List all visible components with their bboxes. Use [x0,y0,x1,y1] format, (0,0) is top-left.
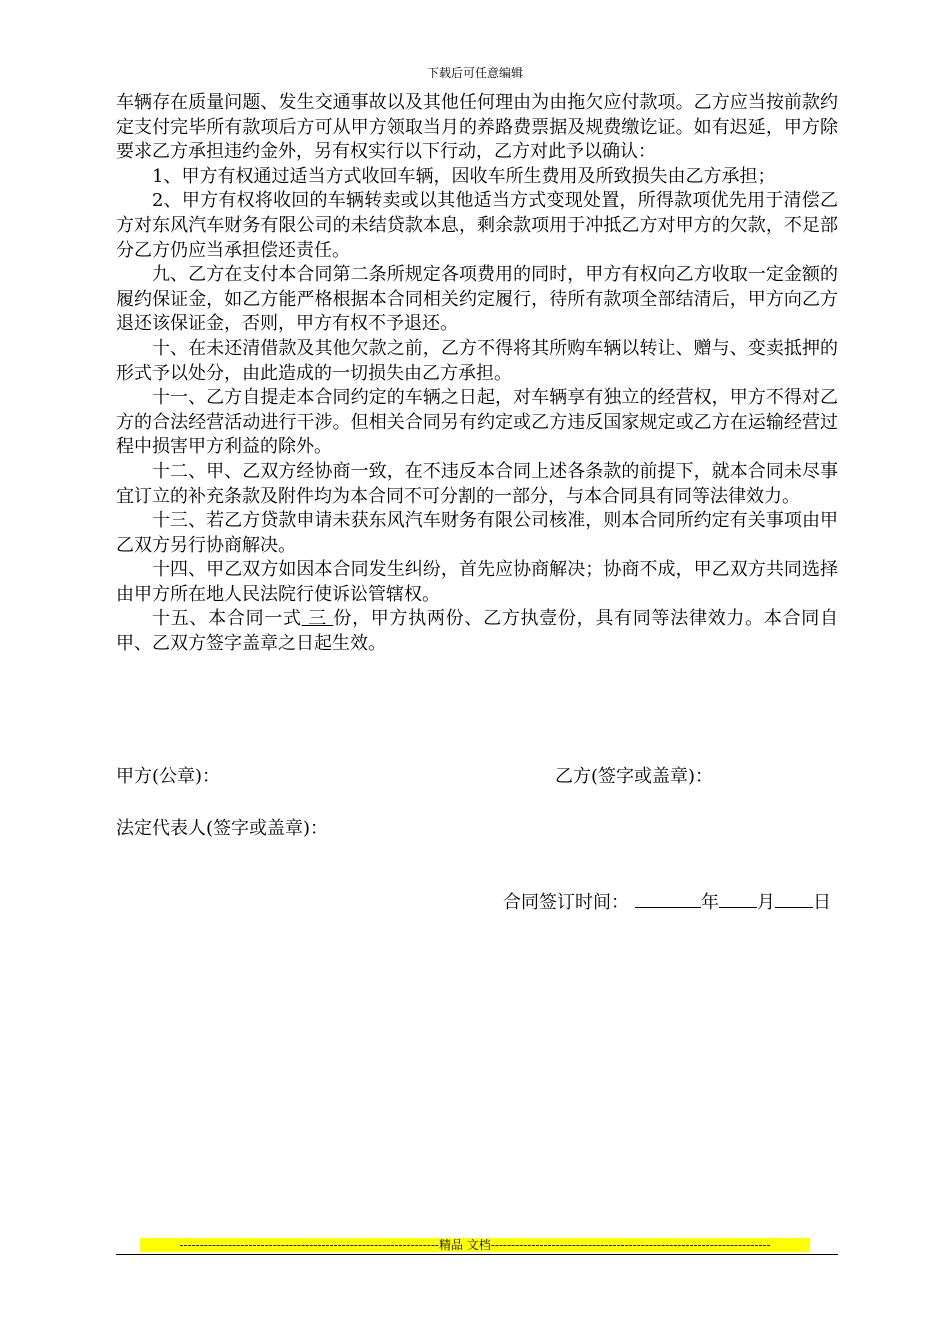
clause-paragraph: 十三、若乙方贷款申请未获东风汽车财务有限公司核准，则本合同所约定有关事项由甲乙双方另行协商解决。 [116,510,838,556]
day-blank [775,889,813,908]
day-label: 日 [813,892,831,913]
clause-paragraph: 车辆存在质量问题、发生交通事故以及其他任何理由为由拖欠应付款项。乙方应当按前款约定支付完毕所有款项后方可从甲方领取当月的养路费票据及规费缴讫证。如有迟延，甲方除要求乙方承担违约金外，另有权实行以下行动，乙方对此予以确认： [116,92,838,163]
clause-paragraph: 十二、甲、乙双方经协商一致，在不违反本合同上述各条款的前提下，就本合同未尽事宜订立的补充条款及附件均为本合同不可分割的一部分，与本合同具有同等法律效力。 [116,460,838,507]
year-blank [635,889,701,908]
clause-paragraph: 十四、甲乙双方如因本合同发生纠纷，首先应协商解决；协商不成，甲乙双方共同选择由甲方所在地人民法院行使诉讼管辖权。 [116,559,838,605]
legal-representative-label: 法定代表人(签字或盖章)： [116,818,329,839]
signing-date-label: 合同签订时间： [503,892,629,913]
party-b-signature-label: 乙方(签字或盖章)： [555,766,714,787]
footer-banner: ----------------------------------------------------------------精品 文档--------------------------------------------------------------------- [140,1238,810,1252]
year-label: 年 [701,892,719,913]
contract-body [116,91,838,657]
copies-count: 三 [301,608,334,630]
month-label: 月 [757,892,775,913]
month-blank [719,889,757,908]
footer-divider [116,1254,838,1255]
clause-paragraph: 2、甲方有权将收回的车辆转卖或以其他适当方式变现处置，所得款项优先用于清偿乙方对东风汽车财务有限公司的未结贷款本息，剩余款项用于冲抵乙方对甲方的欠款，不足部分乙方仍应当承担偿还责任。 [116,190,838,261]
final-clause-after: 份，甲方执两份、乙方执壹份，具有同等法律效力。本合同自甲、乙双方签字盖章之日起生效。 [116,608,839,655]
header-note: 下载后可任意编辑 [426,66,523,80]
clause-paragraph-final [116,607,838,656]
clause-paragraph: 九、乙方在支付本合同第二条所规定各项费用的同时，甲方有权向乙方收取一定金额的履约保证金，如乙方能严格根据本合同相关约定履行，待所有款项全部结清后，甲方向乙方退还该保证金，否则，甲方有权不予退还。 [116,264,838,335]
signing-date-line [503,889,831,915]
clause-paragraph: 十一、乙方自提走本合同约定的车辆之日起，对车辆享有独立的经营权，甲方不得对乙方的合法经营活动进行干涉。但相关合同另有约定或乙方违反国家规定或乙方在运输经营过程中损害甲方利益的除外。 [116,387,838,458]
party-a-seal-label: 甲方(公章)： [116,766,221,787]
clause-paragraph: 1、甲方有权通过适当方式收回车辆，因收车所生费用及所致损失由乙方承担； [152,165,776,187]
clause-paragraph: 十、在未还清借款及其他欠款之前，乙方不得将其所购车辆以转让、赠与、变卖抵押的形式予以处分，由此造成的一切损失由乙方承担。 [116,337,838,384]
final-clause-before: 十五、本合同一式 [152,608,302,630]
